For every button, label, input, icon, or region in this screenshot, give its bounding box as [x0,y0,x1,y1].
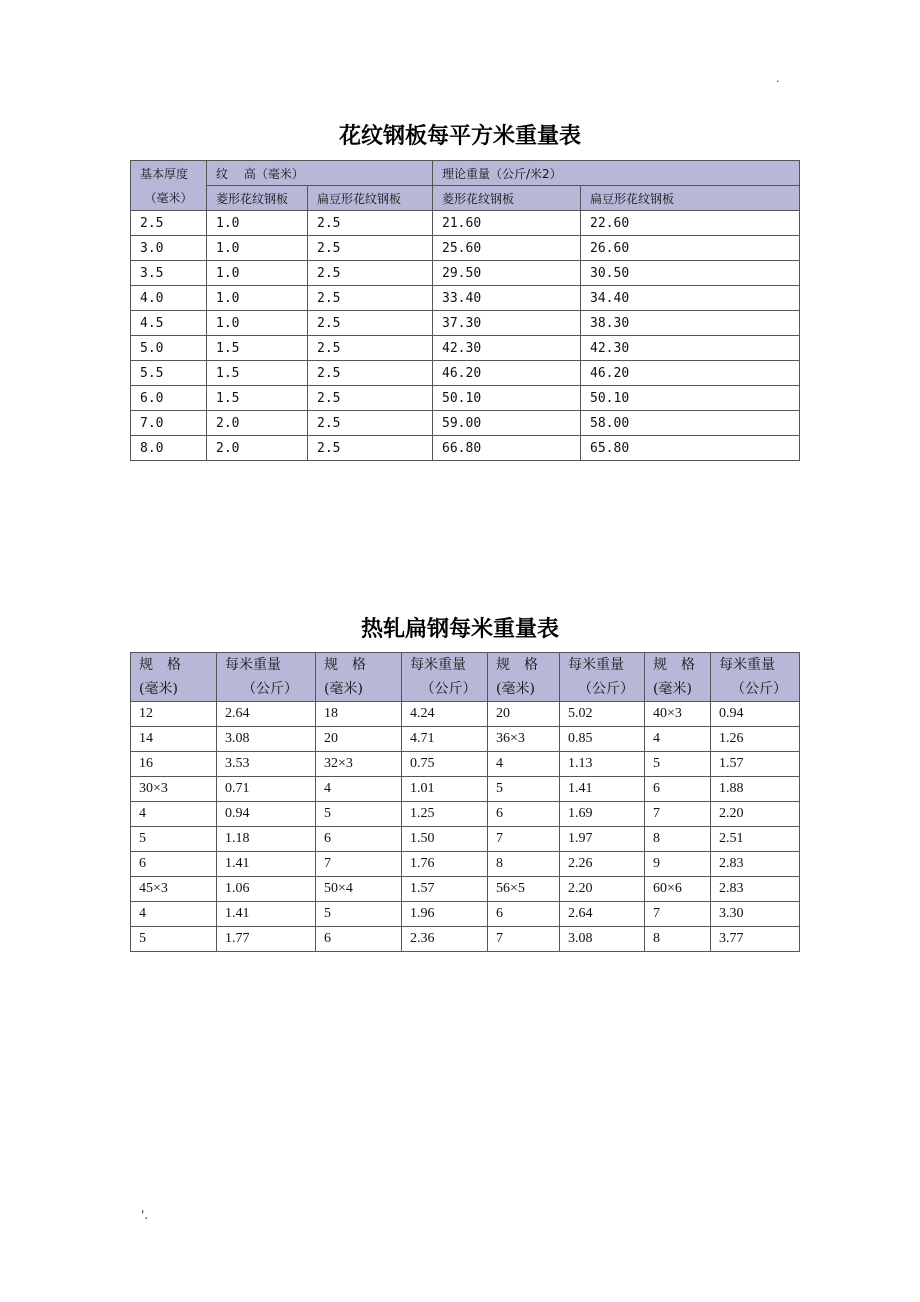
spec-header-line2: (毫米) [653,681,692,697]
table-cell: 7 [316,852,402,877]
table-cell: 42.30 [433,336,581,361]
table-cell: 4 [131,802,217,827]
table-cell: 2.51 [711,827,800,852]
table-row [131,777,800,802]
page-mark-bottom: '. [141,1208,149,1222]
lentil-plate-header: 扁豆形花纹钢板 [308,186,433,211]
table-cell: 3.77 [711,927,800,952]
table-cell: 58.00 [581,411,800,436]
table-cell: 26.60 [581,236,800,261]
page-mark-top: . [776,72,780,85]
table-cell: 7 [488,827,560,852]
spec-header [645,653,711,702]
table-cell: 3.53 [217,752,316,777]
table-cell: 5.5 [131,361,207,386]
table-cell: 2.5 [131,211,207,236]
table-cell: 2.20 [711,802,800,827]
weight-header-line1: 每米重量 [410,657,466,673]
table-row [131,236,800,261]
table-cell: 1.41 [560,777,645,802]
weight-header-line1: 每米重量 [225,657,281,673]
table-cell: 30.50 [581,261,800,286]
table-row [131,802,800,827]
table-cell: 1.5 [207,336,308,361]
table-row [131,827,800,852]
table-cell: 1.0 [207,286,308,311]
table-cell: 6 [316,927,402,952]
table-cell: 2.36 [402,927,488,952]
flat-steel-weight-table [130,652,800,952]
spec-header-line1: 规 格 [139,657,181,673]
spec-header-line2: (毫米) [139,681,178,697]
table-row [131,902,800,927]
table-row [131,727,800,752]
table-cell: 1.57 [711,752,800,777]
table-cell: 0.85 [560,727,645,752]
table-cell: 4 [131,902,217,927]
table-cell: 1.0 [207,311,308,336]
table-cell: 4 [488,752,560,777]
table-cell: 7 [645,902,711,927]
table-cell: 60×6 [645,877,711,902]
table-cell: 8 [645,927,711,952]
diamond-weight-header: 菱形花纹钢板 [433,186,581,211]
table-cell: 3.08 [217,727,316,752]
table-row [131,361,800,386]
table-cell: 0.94 [711,702,800,727]
lentil-weight-header: 扁豆形花纹钢板 [581,186,800,211]
table-cell: 1.97 [560,827,645,852]
table-cell: 2.5 [308,261,433,286]
table-cell: 37.30 [433,311,581,336]
table-cell: 2.83 [711,877,800,902]
table-cell: 5 [645,752,711,777]
table-cell: 1.88 [711,777,800,802]
table-cell: 16 [131,752,217,777]
table-cell: 4.71 [402,727,488,752]
table-cell: 1.69 [560,802,645,827]
table-cell: 1.5 [207,361,308,386]
table-cell: 0.94 [217,802,316,827]
table-cell: 6 [645,777,711,802]
table-cell: 12 [131,702,217,727]
table-cell: 4 [316,777,402,802]
table-cell: 4.24 [402,702,488,727]
spec-header-line1: 规 格 [653,657,695,673]
table-cell: 6.0 [131,386,207,411]
table1-header-row-2 [131,186,800,211]
diamond-plate-header: 菱形花纹钢板 [207,186,308,211]
table-cell: 36×3 [488,727,560,752]
table-cell: 1.25 [402,802,488,827]
table-row [131,386,800,411]
table-cell: 1.0 [207,261,308,286]
table-cell: 1.77 [217,927,316,952]
table-cell: 2.5 [308,286,433,311]
table-cell: 32×3 [316,752,402,777]
table-cell: 1.76 [402,852,488,877]
spec-header-line1: 规 格 [496,657,538,673]
table-cell: 20 [316,727,402,752]
table-cell: 2.5 [308,236,433,261]
table-cell: 3.08 [560,927,645,952]
table-cell: 2.83 [711,852,800,877]
table-cell: 1.96 [402,902,488,927]
weight-header [217,653,316,702]
table-cell: 2.5 [308,411,433,436]
table-cell: 50.10 [433,386,581,411]
weight-header-line1: 每米重量 [719,657,775,673]
table2-header-row [131,653,800,702]
table1-header-row-1 [131,161,800,186]
spec-header [316,653,402,702]
table-cell: 1.57 [402,877,488,902]
table-cell: 2.5 [308,386,433,411]
table-cell: 20 [488,702,560,727]
spec-header-line2: (毫米) [324,681,363,697]
table-cell: 34.40 [581,286,800,311]
table-cell: 5 [131,927,217,952]
table-cell: 7 [488,927,560,952]
theoretical-weight-header: 理论重量（公斤/米2） [433,161,800,186]
table-row [131,927,800,952]
table-row [131,261,800,286]
table-row [131,877,800,902]
table-row [131,702,800,727]
weight-header-line1: 每米重量 [568,657,624,673]
table-cell: 3.5 [131,261,207,286]
table-row [131,436,800,461]
table-cell: 7 [645,802,711,827]
table-cell: 2.5 [308,336,433,361]
table-row [131,311,800,336]
table-cell: 2.64 [560,902,645,927]
table-cell: 5 [316,902,402,927]
table-cell: 1.41 [217,902,316,927]
table-cell: 5 [488,777,560,802]
table-cell: 50.10 [581,386,800,411]
table-cell: 38.30 [581,311,800,336]
table-cell: 5 [131,827,217,852]
table-cell: 8.0 [131,436,207,461]
table-cell: 9 [645,852,711,877]
table-cell: 0.71 [217,777,316,802]
table-cell: 66.80 [433,436,581,461]
table-cell: 30×3 [131,777,217,802]
table-cell: 8 [645,827,711,852]
table1-title: 花纹钢板每平方米重量表 [338,124,581,149]
table-cell: 2.5 [308,436,433,461]
weight-header-line2: （公斤） [578,681,634,697]
table-cell: 46.20 [433,361,581,386]
table-cell: 3.30 [711,902,800,927]
table-cell: 1.0 [207,211,308,236]
table-cell: 1.01 [402,777,488,802]
checkered-plate-weight-table [130,160,800,461]
weight-header [711,653,800,702]
table-cell: 1.06 [217,877,316,902]
table-cell: 22.60 [581,211,800,236]
table-cell: 4 [645,727,711,752]
table-row [131,211,800,236]
table-cell: 2.5 [308,211,433,236]
table-cell: 1.50 [402,827,488,852]
table-cell: 5.0 [131,336,207,361]
table-cell: 33.40 [433,286,581,311]
table-cell: 59.00 [433,411,581,436]
table-cell: 14 [131,727,217,752]
table-cell: 6 [131,852,217,877]
table-row [131,752,800,777]
table2-title: 热轧扁钢每米重量表 [360,617,559,642]
table-cell: 56×5 [488,877,560,902]
table-cell: 65.80 [581,436,800,461]
table-cell: 50×4 [316,877,402,902]
table-row [131,411,800,436]
table-cell: 5.02 [560,702,645,727]
table-cell: 7.0 [131,411,207,436]
table-cell: 2.5 [308,361,433,386]
table-cell: 2.5 [308,311,433,336]
table-cell: 3.0 [131,236,207,261]
table-cell: 6 [316,827,402,852]
table-cell: 25.60 [433,236,581,261]
table-cell: 6 [488,902,560,927]
table-row [131,852,800,877]
thickness-header-line1: 基本厚度 [140,166,189,181]
table-cell: 45×3 [131,877,217,902]
table-cell: 1.41 [217,852,316,877]
spec-header [131,653,217,702]
table-cell: 1.26 [711,727,800,752]
weight-header [560,653,645,702]
table-row [131,336,800,361]
spec-header-line2: (毫米) [496,681,535,697]
table-cell: 1.18 [217,827,316,852]
table-cell: 1.0 [207,236,308,261]
table-cell: 4.0 [131,286,207,311]
table-cell: 5 [316,802,402,827]
table-cell: 2.20 [560,877,645,902]
table-cell: 29.50 [433,261,581,286]
table-cell: 2.0 [207,411,308,436]
table-cell: 1.13 [560,752,645,777]
table-cell: 46.20 [581,361,800,386]
thickness-header-line2: （毫米） [144,190,193,205]
table-cell: 2.64 [217,702,316,727]
thickness-header [131,161,207,211]
table-cell: 18 [316,702,402,727]
spec-header-line1: 规 格 [324,657,366,673]
table-cell: 4.5 [131,311,207,336]
spec-header [488,653,560,702]
table-cell: 40×3 [645,702,711,727]
table-cell: 21.60 [433,211,581,236]
weight-header-line2: （公斤） [242,681,298,697]
table-cell: 1.5 [207,386,308,411]
table-cell: 42.30 [581,336,800,361]
weight-header-line2: （公斤） [731,681,787,697]
table-cell: 8 [488,852,560,877]
weight-header-line2: （公斤） [420,681,477,697]
table-cell: 0.75 [402,752,488,777]
table-row [131,286,800,311]
table-cell: 6 [488,802,560,827]
pattern-height-header: 纹 高（毫米） [207,161,433,186]
weight-header [402,653,488,702]
table-cell: 2.26 [560,852,645,877]
table-cell: 2.0 [207,436,308,461]
